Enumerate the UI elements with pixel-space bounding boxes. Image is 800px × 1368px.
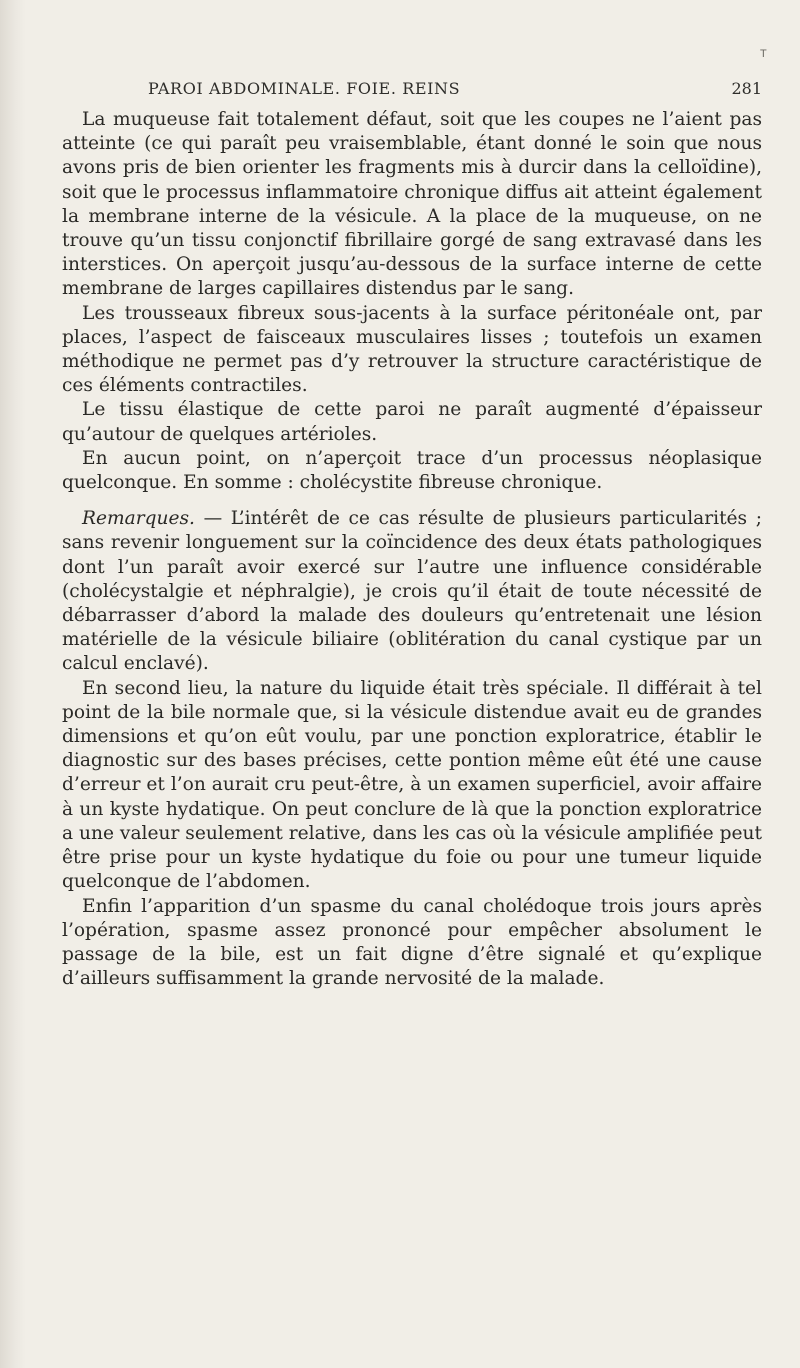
paragraph-liquid-nature: En second lieu, la nature du liquide était très spéciale. Il différait à tel point de la bile normale que, si la vésicule distendue avait eu de grandes dimensions et qu’on eût voulu, par une ponction exploratrice, établir le diagnostic sur des bases précises, cette pontion même eût été une cause d’erreur et l’on aurait cru peut-être, à un examen superficiel, avoir affaire à un kyste hydatique. On peut conclure de là que la ponction exploratrice a une valeur seulement relative, dans les cas où la vésicule amplifiée peut être prise pour un kyste hydatique du foie ou pour une tumeur liquide quelconque de l’abdomen. (62, 677, 762, 893)
body-text (62, 108, 762, 991)
remarks-text: — L’intérêt de ce cas résulte de plusieurs particularités ; sans revenir longuement sur la coïncidence des deux états pathologiques dont l’un paraît avoir exercé sur l’autre une influence considérable (cholécystalgie et néphralgie), je crois qu’il était de toute nécessité de débarrasser d’abord la malade des douleurs qu’entretenait une lésion matérielle de la vésicule biliaire (oblitération du canal cystique par un calcul enclavé). (62, 508, 762, 675)
paragraph-fibrous-bundles: Les trousseaux fibreux sous-jacents à la surface péritonéale ont, par places, l’aspect de faisceaux musculaires lisses ; toutefois un examen méthodique ne permet pas d’y retrouver la structure caractéristique de ces éléments contractiles. (62, 302, 762, 397)
paragraph-mucosa: La muqueuse fait totalement défaut, soit que les coupes ne l’aient pas atteinte (ce qui paraît peu vraisemblable, étant donné le soin que nous avons pris de bien orienter les fragments mis à durcir dans la celloïdine), soit que le processus inflammatoire chronique diffus ait atteint également la membrane interne de la vésicule. A la place de la muqueuse, on ne trouve qu’un tissu conjonctif fibrillaire gorgé de sang extravasé dans les interstices. On aperçoit jusqu’au-dessous de la surface interne de cette membrane de larges capillaires distendus par le sang. (62, 109, 762, 300)
binding-shadow (0, 0, 26, 1368)
running-head (76, 79, 762, 103)
paragraph-remarks (62, 507, 762, 676)
remarks-label: Remarques. (82, 508, 195, 530)
page-number: 281 (731, 79, 762, 98)
paragraph-spasm: Enfin l’apparition d’un spasme du canal cholédoque trois jours après l’opération, spasme assez prononcé pour empêcher absolument le passage de la bile, est un fait digne d’être signalé et qu’explique d’ailleurs suffisamment la grande nervosité de la malade. (62, 895, 762, 990)
paragraph-elastic-tissue: Le tissu élastique de cette paroi ne paraît augmenté d’épaisseur qu’autour de quelques artérioles. (62, 399, 762, 445)
running-title: PAROI ABDOMINALE. FOIE. REINS (148, 79, 461, 98)
corner-mark: T (760, 48, 767, 60)
paragraph-conclusion: En aucun point, on n’aperçoit trace d’un processus néoplasique quelconque. En somme : cholécystite fibreuse chronique. (62, 447, 762, 494)
